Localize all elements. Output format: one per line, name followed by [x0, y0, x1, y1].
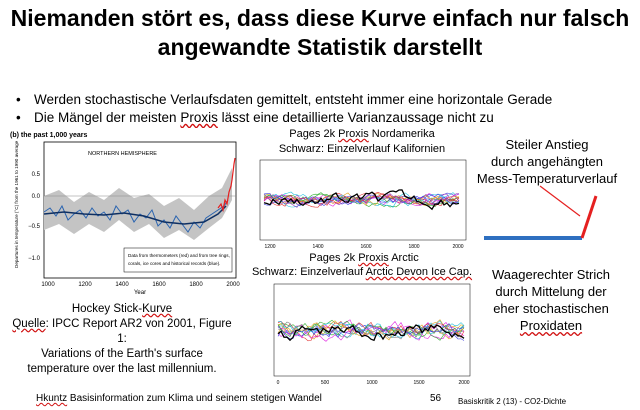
note-line: Mess-Temperaturverlauf	[476, 171, 618, 186]
nordamerika-proxy-chart	[246, 158, 470, 250]
note-line: Proxidaten	[519, 318, 583, 333]
x-tick: 1400	[312, 244, 324, 250]
x-tick: 0	[276, 380, 280, 386]
note-line: durch Mittelung der	[495, 284, 607, 299]
hockey-caption	[6, 302, 238, 377]
x-tick: 1800	[408, 244, 420, 250]
hockey-header: (b) the past 1,000 years	[10, 132, 88, 139]
caption-text: Hockey Stick-	[71, 303, 143, 315]
source-line: Variations of the Earth's surface	[41, 348, 203, 360]
arctic-title-suffix: Arctic	[388, 252, 419, 264]
page-number: 56	[430, 393, 442, 404]
hockey-region-label: NORTHERN HEMISPHERE	[88, 151, 157, 157]
flat-line-note	[476, 266, 626, 334]
bullet-1-text: Werden stochastische Verlaufsdaten gemittelt, entsteht immer eine horizontale Gerade	[34, 92, 553, 107]
legend-box	[124, 248, 232, 272]
bullet-2-prefix: Die Mängel der meisten	[34, 110, 181, 125]
y-tick: −0.5	[28, 224, 40, 230]
x-tick: 2000	[458, 380, 470, 386]
hockey-stick-figure	[4, 128, 240, 296]
nordamerika-title-prefix: Pages 2k	[289, 128, 339, 140]
note-line: durch angehängten	[490, 154, 604, 169]
x-tick: 1600	[360, 244, 372, 250]
arctic-proxy-chart	[260, 282, 474, 388]
slide-title	[0, 4, 640, 62]
footer-right: Basiskritik 2 (13) - CO2-Dichte	[458, 397, 567, 406]
legend-line: Data from thermometers (red) and from tree rings,	[128, 253, 230, 258]
x-tick: 1200	[78, 282, 92, 288]
bullet-dot-icon: •	[16, 110, 21, 125]
bullet-2	[16, 110, 494, 126]
arctic-subtitle	[250, 266, 474, 279]
arctic-subtitle-prefix: Schwarz: Einzelverlauf	[251, 266, 366, 278]
nordamerika-title-underlined: Proxis	[338, 128, 369, 140]
x-tick: 1800	[189, 282, 203, 288]
slide-title-line2: angewandte Statistik darstellt	[157, 34, 483, 60]
bullet-2-underlined: Proxis	[180, 110, 218, 125]
hockey-stick-graph	[4, 128, 240, 296]
x-tick: 1500	[413, 380, 425, 386]
note-line: eher stochastischen	[493, 301, 609, 316]
x-tick: 500	[320, 380, 330, 386]
x-tick: 1000	[41, 282, 55, 288]
nordamerika-subtitle: Schwarz: Einzelverlauf Kalifornien	[278, 143, 446, 155]
x-tick: 1200	[264, 244, 276, 250]
bullet-2-suffix: lässt eine detaillierte Varianzaussage nicht zu	[217, 110, 494, 125]
y-tick: 0.0	[31, 194, 40, 200]
nordamerika-title-suffix: Nordamerika	[368, 128, 435, 140]
arctic-title-underlined: Proxis	[358, 252, 389, 264]
pointer-arrow	[540, 186, 580, 216]
slide-title-line1: Niemanden stört es, dass diese Kurve einfach nur falsch	[10, 5, 630, 31]
footer-text: Basisinformation zum Klima und seinem stetigen Wandel	[67, 393, 322, 404]
arctic-proxy-graph	[260, 282, 474, 388]
x-tick: 1600	[152, 282, 166, 288]
x-tick: 2000	[226, 282, 240, 288]
source-label: Quelle	[12, 318, 46, 330]
source-line: temperature over the last millennium.	[27, 363, 217, 375]
arctic-subtitle-underlined: Arctic Devon Ice Cap.	[365, 266, 473, 278]
nordamerika-proxy-graph	[246, 158, 470, 250]
x-tick: 1400	[115, 282, 129, 288]
y-axis-label: Departures in temperature (°C) from the 1961 to 1990 average	[14, 140, 19, 268]
y-tick: 0.5	[31, 172, 40, 178]
arctic-title-prefix: Pages 2k	[309, 252, 359, 264]
steep-red-line	[582, 196, 596, 238]
source-line: : IPCC Report AR2 von 2001, Figure 1:	[45, 318, 232, 345]
caption-underlined: Kurve	[142, 303, 173, 315]
legend-line: corals, ice cores and historical records (blue).	[128, 261, 221, 266]
nordamerika-title	[250, 128, 474, 141]
x-axis-label: Year	[133, 290, 147, 296]
y-tick: −1.0	[28, 256, 40, 262]
x-tick: 1000	[366, 380, 378, 386]
x-tick: 2000	[452, 244, 464, 250]
bullet-dot-icon: •	[16, 92, 21, 107]
note-line: Steiler Anstieg	[505, 137, 589, 152]
note-line: Waagerechter Strich	[491, 267, 610, 282]
arctic-title	[252, 252, 476, 265]
hockey-stick-schematic	[478, 180, 608, 250]
bullet-1	[16, 92, 552, 108]
footer-author: Hkuntz	[36, 393, 68, 404]
footer-left	[36, 393, 322, 405]
